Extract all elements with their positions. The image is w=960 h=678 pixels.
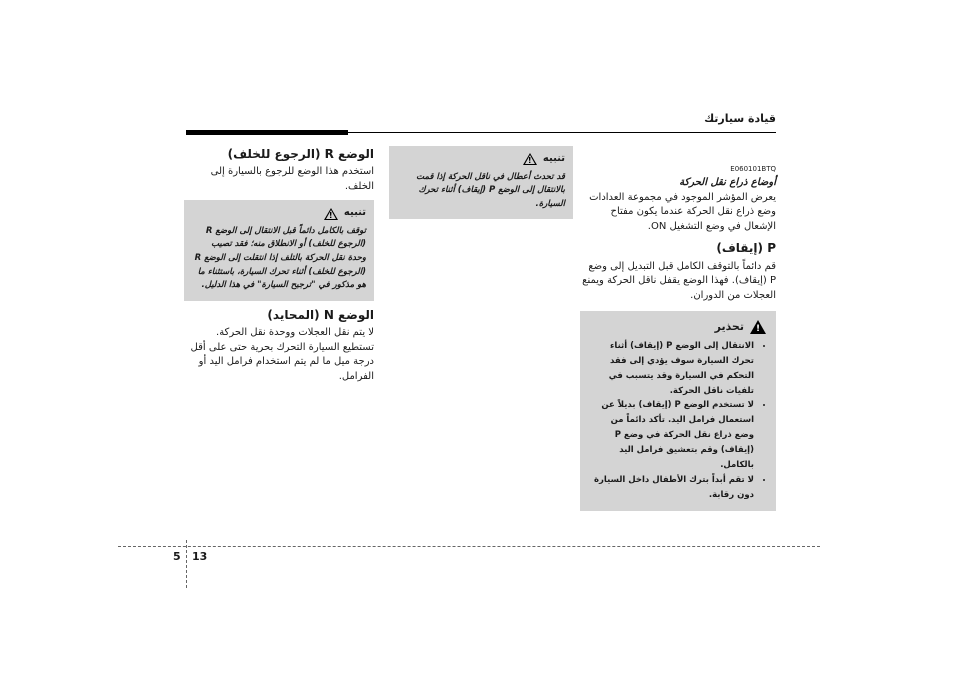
caution-icon [324, 208, 338, 220]
header-rule-accent [186, 130, 348, 135]
caution-title-row [397, 152, 565, 167]
chapter-number: 5 [173, 550, 181, 563]
section-subheading: أوضاع ذراع نقل الحركة [679, 177, 776, 189]
warning-item: • الانتقال إلى الوضع P (إيقاف) أثناء تحرك السيارة سوف يؤدي إلى فقد التحكم في السيارة وقد يتسبب في تلفيات ناقل الحركة. [590, 339, 754, 399]
page-number: 13 [192, 550, 208, 563]
warning-box [580, 311, 776, 511]
n-neutral-heading: الوضع N (المحايد) [267, 307, 374, 322]
caution-icon [523, 153, 537, 165]
caution-box-reverse [184, 200, 374, 300]
chapter-header-title: قيادة سيارتك [704, 112, 776, 125]
warning-title: تحذير [714, 320, 744, 334]
p-park-heading: P (إيقاف) [716, 241, 776, 256]
warning-list [590, 339, 766, 503]
caution-text: قد تحدث أعطال في ناقل الحركة إذا قمت بالانتقال إلى الوضع P (إيقاف) أثناء تحرك السيارة. [416, 171, 565, 209]
warning-icon [750, 320, 766, 334]
caution-title-row [192, 206, 366, 221]
footer-separator [186, 540, 187, 588]
caution-box [389, 146, 573, 219]
caution-text: توقف بالكامل دائماً قبل الانتقال إلى الوضع R (الرجوع للخلف) أو الانطلاق منه؛ فقد تصيب وحدة نقل الحركة بالتلف إذا انتقلت إلى الوضع R (الرجوع للخلف) أثناء تحرك السيارة، باستثناء ما هو مذكور في "ترجيح السيارة" في هذا الدليل. [194, 225, 366, 291]
caution-title: تنبيه [542, 153, 565, 164]
section-intro-text: يعرض المؤشر الموجود في مجموعة العدادات وضع ذراع نقل الحركة عندما يكون مفتاح الإشعال في وضع التشغيل ON. [589, 191, 776, 232]
warning-item: • لا تقم أبداً بترك الأطفال داخل السيارة دون رقابة. [590, 473, 754, 503]
footer-divider [118, 546, 820, 547]
n-neutral-text: لا يتم نقل العجلات ووحدة نقل الحركة. تستطيع السيارة التحرك بحرية حتى على أقل درجة ميل ما لم يتم استخدام فرامل اليد أو الفرامل. [190, 327, 374, 382]
left-column [184, 146, 374, 384]
right-column [580, 164, 776, 511]
caution-title: تنبيه [343, 207, 366, 219]
r-reverse-heading: الوضع R (الرجوع للخلف) [227, 147, 374, 161]
p-park-text: قم دائماً بالتوقف الكامل قبل التبديل إلى وضع P (إيقاف). فهذا الوضع يقفل ناقل الحركة ويمنع العجلات من الدوران. [582, 260, 776, 301]
section-code: E060101BTQ [730, 165, 776, 173]
r-reverse-text: استخدم هذا الوضع للرجوع بالسيارة إلى الخلف. [210, 166, 374, 192]
middle-column [389, 146, 573, 219]
warning-item: • لا تستخدم الوضع P (إيقاف) بديلاً عن استعمال فرامل اليد. تأكد دائماً من وضع ذراع نقل الحركة في وضع P (إيقاف) وقم بتعشيق فرامل اليد بالكامل. [590, 398, 754, 472]
warning-title-row [590, 319, 766, 335]
